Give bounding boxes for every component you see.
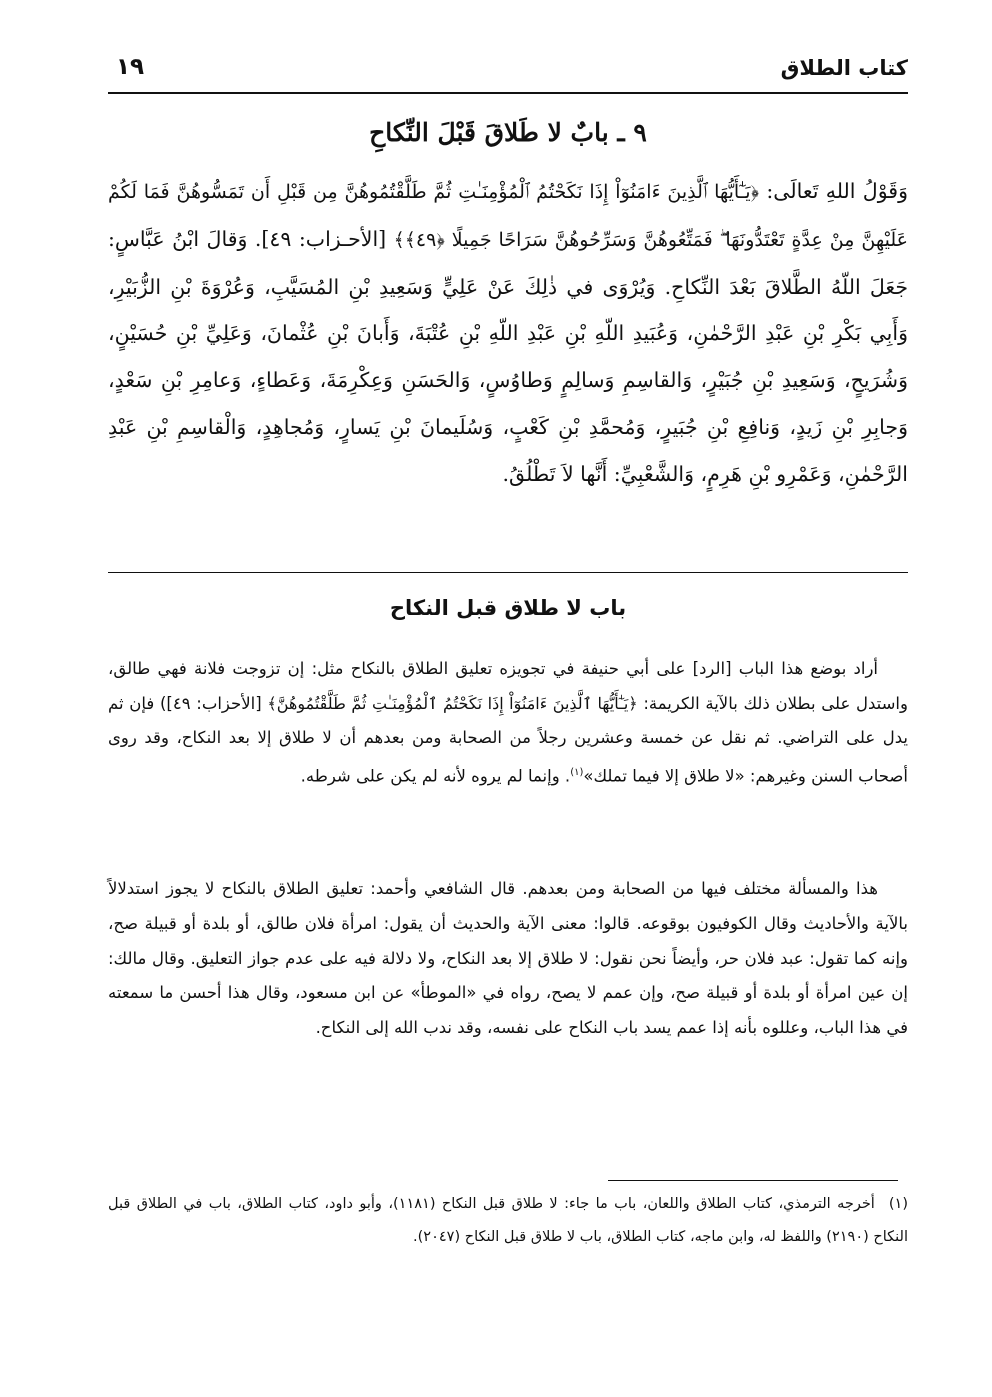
footnote-divider [608,1180,898,1181]
paragraph: هذا والمسألة مختلف فيها من الصحابة ومن بعدهم. قال الشافعي وأحمد: تعليق الطلاق بالنكاح لا يجوز استدلالاً بالآية والأحاديث وقال الكوفيون بوقوعه. قالوا: معنى الآية والحديث أن يقول: امرأة فلان طالق، أو بلدة أو قبيلة صح، وإنه كما تقول: عبد فلان حر، وأيضاً نحن نقول: لا طلاق إلا بعد النكاح، ولا دلالة فيه على عدم جواز التعليق. وقال مالك: إن عين امرأة أو بلدة أو قبيلة صح، وإن عمم لا يصح، رواه في «الموطأ» عن ابن مسعود، وقال هذا أحسن ما سمعته في هذا الباب، وعللوه بأنه إذا عمم يسد باب النكاح على نفسه، وقد ندب الله إلى النكاح. [108,879,908,1038]
chapter-text [108,168,908,498]
commentary-paragraph-2 [108,872,908,1046]
chapter-heading: ٩ ـ بابٌ لا طَلاقَ قَبْلَ النِّكاحِ [369,118,647,147]
page-number: ١٩ [116,54,145,80]
section-divider [108,572,908,573]
quran-quote: ﴿يَـٰٓأَيُّهَا ٱلَّذِينَ ءَامَنُوٓاْ إِذَا نَكَحْتُمُ ٱلْمُؤْمِنَـٰتِ ثُمَّ طَلَّقْتُمُوهُنَّ﴾ [267,693,638,713]
footnote-marker: (١) [888,1196,908,1212]
quran-verse: ﴿يَـٰٓأَيُّهَا ٱلَّذِينَ ءَامَنُوٓاْ إِذَا نَكَحْتُمُ ٱلْمُؤْمِنَـٰتِ ثُمَّ طَلَّقْتُمُوهُنَّ مِن قَبْلِ أَن تَمَسُّوهُنَّ فَمَا لَكُمْ عَلَيْهِنَّ مِنْ عِدَّةٍ تَعْتَدُّونَهَا ۖ فَمَتِّعُوهُنَّ وَسَرِّحُوهُنَّ سَرَاحًا جَمِيلًا ﴿٤٩﴾﴾ [108,181,909,251]
footnote-text: أخرجه الترمذي، كتاب الطلاق واللعان، باب ما جاء: لا طلاق قبل النكاح (١١٨١)، وأبو داود، كتاب الطلاق، باب في الطلاق قبل النكاح (٢١٩٠) واللفظ له، وابن ماجه، كتاب الطلاق، باب لا طلاق قبل النكاح (٢٠٤٧). [108,1196,908,1245]
commentary-text: . وإنما لم يروه لأنه لم يكن على شرطه. [300,766,571,785]
commentary-paragraph-1 [108,652,908,794]
commentary-text: [الأحزاب: ٤٩]) فإن ثم يدل على التراضي. ثم نقل عن خمسة وعشرين رجلاً من الصحابة ومن بعدهم أن لا طلاق إلا بعد النكاح، وقد روى أصحاب السنن وغيرهم: «لا طلاق إلا فيما تملك» [108,693,908,785]
commentary-heading: باب لا طلاق قبل النكاح [389,596,627,620]
chapter-text-body: [الأحـزاب: ٤٩]. وَقالَ ابْنُ عَبَّاسٍ: جَعَلَ اللّهُ الطَّلاقَ بَعْدَ النِّكاحِ. وَيُرْوَى في ذٰلِكَ عَنْ عَلِيٍّ وَسَعِيدِ بْنِ المُسَيَّبِ، وَعُرْوَةَ بْنِ الزُّبَيْرِ، وَأَبِي بَكْرِ بْنِ عَبْدِ الرَّحْمٰنِ، وَعُبَيدِ اللّهِ بْنِ عَبْدِ اللّهِ بْنِ عُتْبَةَ، وَأَبانَ بْنِ عُثْمانَ، وَعَلِيِّ بْنِ حُسَيْنٍ، وَشُرَيحٍ، وَسَعِيدِ بْنِ جُبَيْرٍ، وَالقاسِمِ وَسالِمٍ وَطاوُسٍ، وَالحَسَنِ وَعِكْرِمَةَ، وَعَطاءٍ، وَعامِرِ بْنِ سَعْدٍ، وَجابِرِ بْنِ زَيدٍ، وَنافِعِ بْنِ جُبَيرٍ، وَمُحمَّدِ بْنِ كَعْبٍ، وَسُلَيمانَ بْنِ يَسارٍ، وَمُجاهِدٍ، وَالْقاسِمِ بْنِ عَبْدِ الرَّحْمٰنِ، وَعَمْرِو بْنِ هَرِمٍ، وَالشَّعْبِيِّ: أَنَّها لاَ تَطْلُقُ. [108,226,908,486]
paragraph [108,652,908,794]
footnote-reference[interactable]: (١) [570,766,584,778]
commentary-text: أراد بوضع هذا الباب [الرد] على أبي حنيفة في تجويزه تعليق الطلاق بالنكاح مثل: إن تزوجت فلانة فهي طالق، واستدل على بطلان ذلك بالآية الكريمة: [108,659,908,713]
chapter-text-intro: وَقَوْلُ اللهِ تَعالَى: [759,179,908,203]
page-header [108,52,908,94]
footnote [108,1188,908,1254]
running-title: كتاب الطلاق [780,56,908,80]
